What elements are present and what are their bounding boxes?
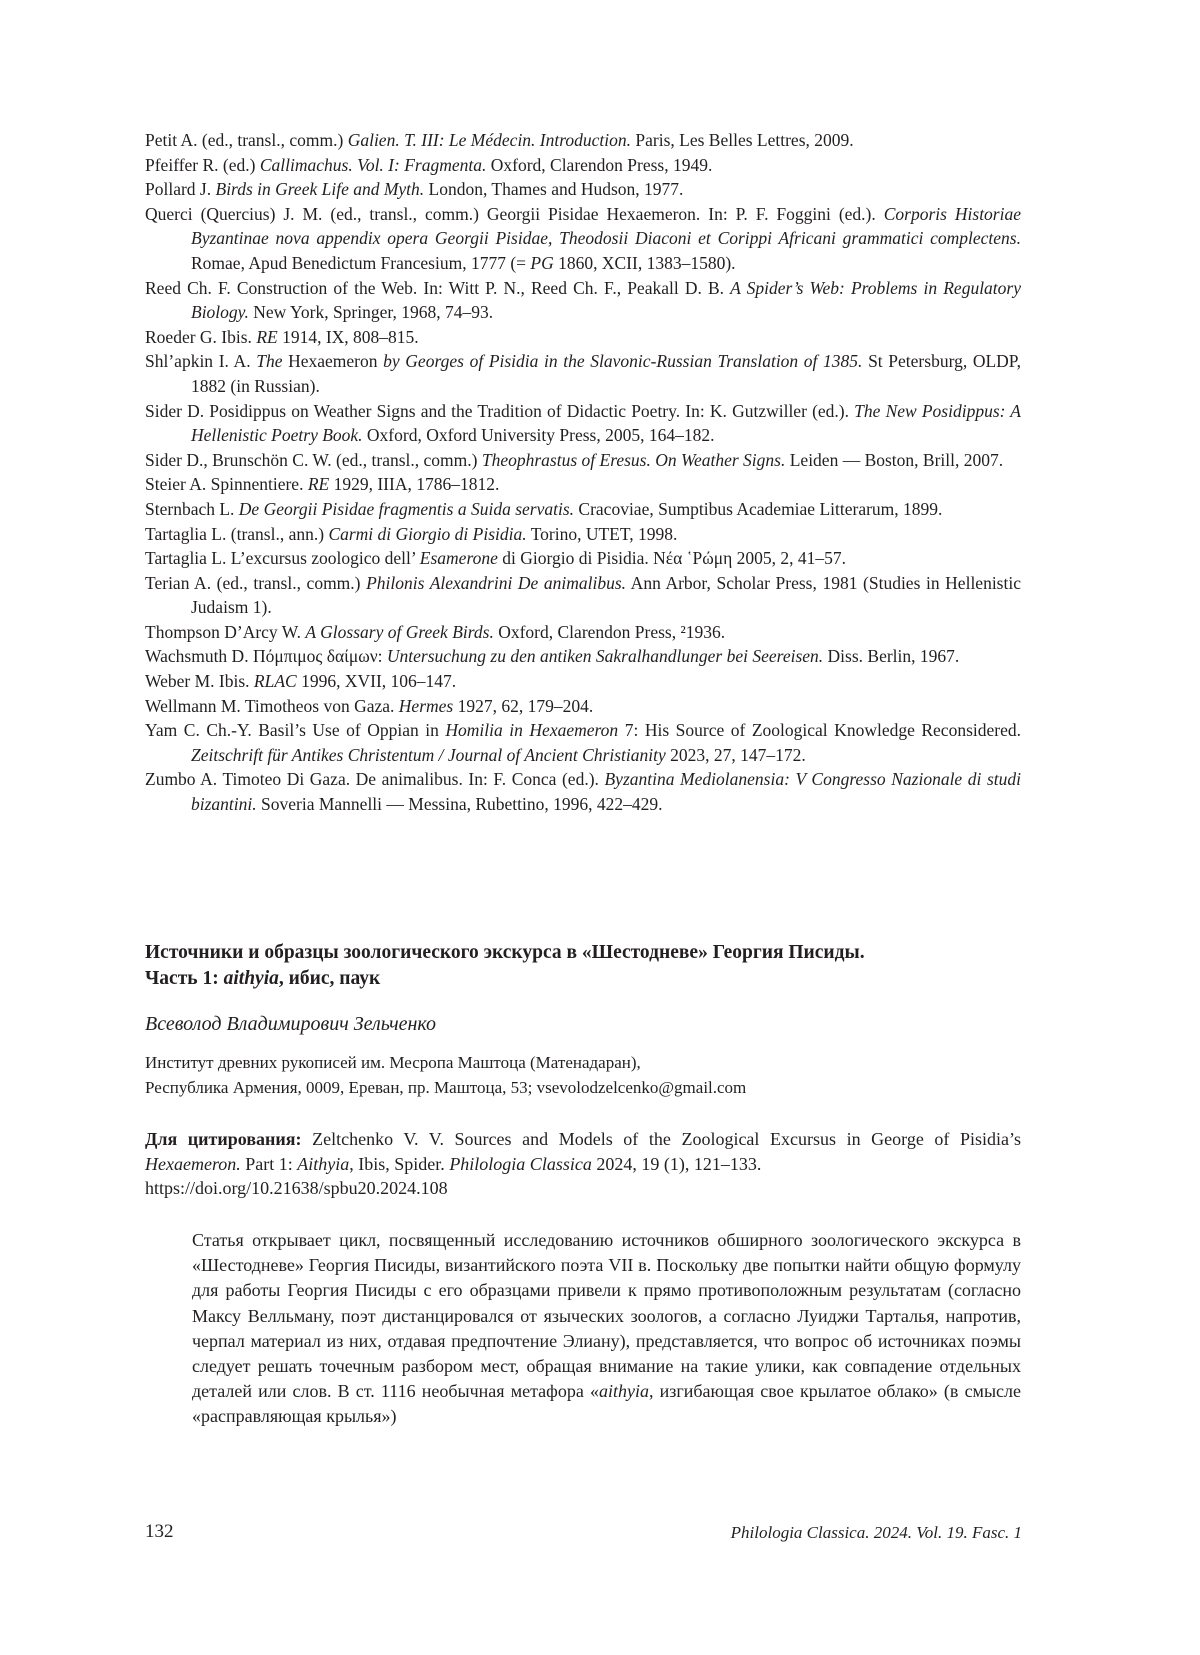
citation-text: Part 1: [240,1153,298,1174]
reference-entry [145,497,1021,522]
ref-text: Sider D. Posidippus on Weather Signs and the Tradition of Didactic Poetry. In: K. Gutzwiller (ed.). [145,400,855,421]
ref-text: 1914, IX, 808–815. [277,326,419,347]
ref-text: di Giorgio di Pisidia. Νέα ῾Ρώμη 2005, 2, 41–57. [497,548,847,569]
ref-text: Paris, Les Belles Lettres, 2009. [631,130,854,150]
ref-italic: Homilia in Hexaemeron [445,720,619,741]
reference-entry [145,694,1021,719]
ref-italic: by Georges of Pisidia in the Slavonic-Russian Translation of 1385. [383,351,863,372]
reference-entry [145,325,1021,350]
ref-text: Sternbach L. [145,498,239,519]
ref-italic: Galien. T. III: Le Médecin. Introduction. [347,130,632,150]
ref-italic: The New Posidippus: A Hellenistic Poetry Book. [191,400,1021,446]
references-list [145,128,1021,817]
ref-text: Oxford, Oxford University Press, 2005, 164–182. [362,425,715,446]
ref-text: 1929, IIIA, 1786–1812. [329,474,500,495]
ref-italic: Corporis Historiae Byzantinae nova appendix opera Georgii Pisidae, Theodosii Diaconi et Corippi Africani grammatici complectens. [191,203,1022,249]
ref-text: 2023, 27, 147–172. [665,744,806,765]
reference-entry [145,448,1021,473]
ref-italic: A Glossary of Greek Birds. [305,621,494,642]
ref-text: Wachsmuth D. Πόμπιμος δαίμων: [145,646,387,667]
ref-italic: Hermes [398,695,454,716]
ref-text: Tartaglia L. L’excursus zoologico dell’ [145,548,420,569]
ref-text: Wellmann M. Timotheos von Gaza. [145,695,399,716]
reference-entry [145,644,1021,669]
ref-italic: RLAC [253,671,297,692]
ref-text: Hexaemeron [282,351,384,372]
ref-text: Zumbo A. Timoteo Di Gaza. De animalibus. In: F. Conca (ed.). [145,769,605,790]
citation-text: 2024, 19 (1), 121–133. [591,1153,762,1174]
reference-entry [145,177,1021,202]
affiliation-line-1: Институт древних рукописей им. Месропа Маштоца (Матенадаран), [145,1053,641,1072]
ref-italic: Byzantina Mediolanensia: V Congresso Nazionale di studi bizantini. [191,769,1021,815]
abstract-italic: aithyia [598,1381,649,1402]
abstract-text: Статья открывает цикл, посвященный исследованию источников обширного зоологического экскурса в «Шестодневе» Георгия Писиды, византийского поэта VII в. Поскольку две попытки найти общую формулу для работы Георгия Писиды с его образцами привели к прямо противоположным результатам (согласно Максу Велльману, поэт дистанцировался от языческих зоологов, а согласно Луиджи Тарталья, напротив, черпал материал из них, отдавая предпочтение Элиану), представляется, что вопрос об источниках поэмы следует решать точечным разбором мест, обращая внимание на такие улики, как совпадение отдельных деталей или слов. В ст. 1116 необычная метафора « [192,1230,1021,1402]
ref-text: Reed Ch. F. Construction of the Web. In: Witt P. N., Reed Ch. F., Peakall D. B. [145,277,731,298]
ref-italic: De Georgii Pisidae fragmentis a Suida servatis. [238,498,575,519]
reference-entry [145,202,1021,276]
ref-text: Petit A. (ed., transl., comm.) [145,130,348,150]
title-part-italic: aithyia [223,968,279,989]
title-part-suffix: , ибис, паук [278,968,381,989]
ref-text: Diss. Berlin, 1967. [823,646,960,667]
reference-entry [145,128,1021,153]
reference-entry [145,399,1021,448]
ref-text: St Petersburg, OLDP, 1882 (in Russian). [191,351,1021,396]
ref-text: New York, Springer, 1968, 74–93. [248,302,494,323]
affiliation-line-2: Республика Армения, 0009, Ереван, пр. Маштоца, 53; vsevolodzelcenko@gmail.com [145,1077,747,1097]
author-affiliation [145,1051,1025,1100]
ref-text: Leiden — Boston, Brill, 2007. [785,449,1004,470]
ref-text: Oxford, Clarendon Press, ²1936. [493,621,726,642]
reference-entry [145,276,1021,325]
article-title-line-2 [145,966,1025,992]
ref-italic: Esamerone [419,548,498,569]
ref-italic: Birds in Greek Life and Myth. [215,179,425,200]
reference-entry [145,767,1021,816]
citation-block [145,1127,1021,1201]
reference-entry [145,522,1021,547]
ref-text: Sider D., Brunschön C. W. (ed., transl., comm.) [145,449,482,470]
ref-text: Shl’apkin I. A. [145,351,257,372]
ref-italic: Untersuchung zu den antiken Sakralhandlunger bei Seereisen. [386,646,824,667]
article-title-line-1: Источники и образцы зоологического экскурса в «Шестодневе» Георгия Писиды. [145,942,865,963]
ref-text: 1996, XVII, 106–147. [296,671,457,692]
ref-italic: The [256,351,283,372]
ref-text: Roeder G. Ibis. [145,326,257,347]
author-name: Всеволод Владимирович Зельченко [145,1013,437,1035]
ref-text: Oxford, Clarendon Press, 1949. [486,154,713,175]
ref-text: Yam C. Ch.-Y. Basil’s Use of Oppian in [145,720,446,741]
abstract-text: , изгибающая свое крылатое облако» (в смысле «расправляющая крылья») [192,1381,1022,1427]
citation-italic: Philologia Classica [449,1153,592,1174]
ref-italic: Callimachus. Vol. I: Fragmenta. [259,154,487,175]
citation-italic: Aithyia [297,1153,350,1174]
title-part-prefix: Часть 1: [145,968,224,989]
ref-italic: A Spider’s Web: Problems in Regulatory Biology. [191,277,1021,323]
citation-text: , Ibis, Spider. [349,1153,450,1174]
ref-text: Pollard J. [145,179,216,200]
reference-entry [145,153,1021,178]
reference-entry [145,620,1021,645]
ref-text: 7: His Source of Zoological Knowledge Reconsidered. [618,720,1021,741]
ref-text: Weber M. Ibis. [145,671,254,692]
reference-entry [145,669,1021,694]
reference-entry [145,571,1021,620]
article-title [145,940,1025,992]
ref-text: Torino, UTET, 1998. [526,523,678,544]
citation-label: Для цитирования: [145,1129,302,1149]
ref-italic: Philonis Alexandrini De animalibus. [366,572,627,593]
ref-italic: Theophrastus of Eresus. On Weather Signs. [481,449,786,470]
ref-italic: RE [256,326,278,347]
ref-text: Cracoviae, Sumptibus Academiae Litterarum, 1899. [574,498,943,519]
ref-italic: Carmi di Giorgio di Pisidia. [328,523,527,544]
ref-text: Steier A. Spinnentiere. [145,474,308,495]
ref-text: Tartaglia L. (transl., ann.) [145,523,329,544]
ref-text: Ann Arbor, Scholar Press, 1981 (Studies in Hellenistic Judaism 1). [191,572,1021,618]
ref-text: Querci (Quercius) J. M. (ed., transl., comm.) Georgii Pisidae Hexaemeron. In: P. F. Foggini (ed.). [145,203,884,224]
abstract-paragraph [192,1228,1021,1430]
ref-italic: RE [307,474,330,495]
page-number: 132 [145,1521,174,1542]
reference-entry [145,718,1021,767]
ref-text: 1927, 62, 179–204. [453,695,594,716]
journal-running-footer: Philologia Classica. 2024. Vol. 19. Fasc. 1 [730,1523,1022,1542]
ref-text: Terian A. (ed., transl., comm.) [145,572,367,593]
reference-entry [145,472,1021,497]
ref-text: Pfeiffer R. (ed.) [145,154,260,175]
ref-text: Thompson D’Arcy W. [145,621,306,642]
citation-italic: Hexaemeron. [145,1153,241,1174]
ref-italic: Zeitschrift für Antikes Christentum / Journal of Ancient Christianity [191,744,666,765]
ref-text: Romae, Apud Benedictum Francesium, 1777 (= [191,252,531,273]
ref-text: 1860, XCII, 1383–1580). [553,252,736,273]
ref-text: London, Thames and Hudson, 1977. [424,179,684,200]
ref-italic: PG [530,252,554,273]
reference-entry [145,546,1021,571]
reference-entry [145,349,1021,398]
doi-link[interactable]: https://doi.org/10.21638/spbu20.2024.108 [145,1178,448,1198]
ref-text: Soveria Mannelli — Messina, Rubettino, 1996, 422–429. [256,794,663,815]
citation-text: Zeltchenko V. V. Sources and Models of the Zoological Excursus in George of Pisidia’s [301,1129,1021,1149]
